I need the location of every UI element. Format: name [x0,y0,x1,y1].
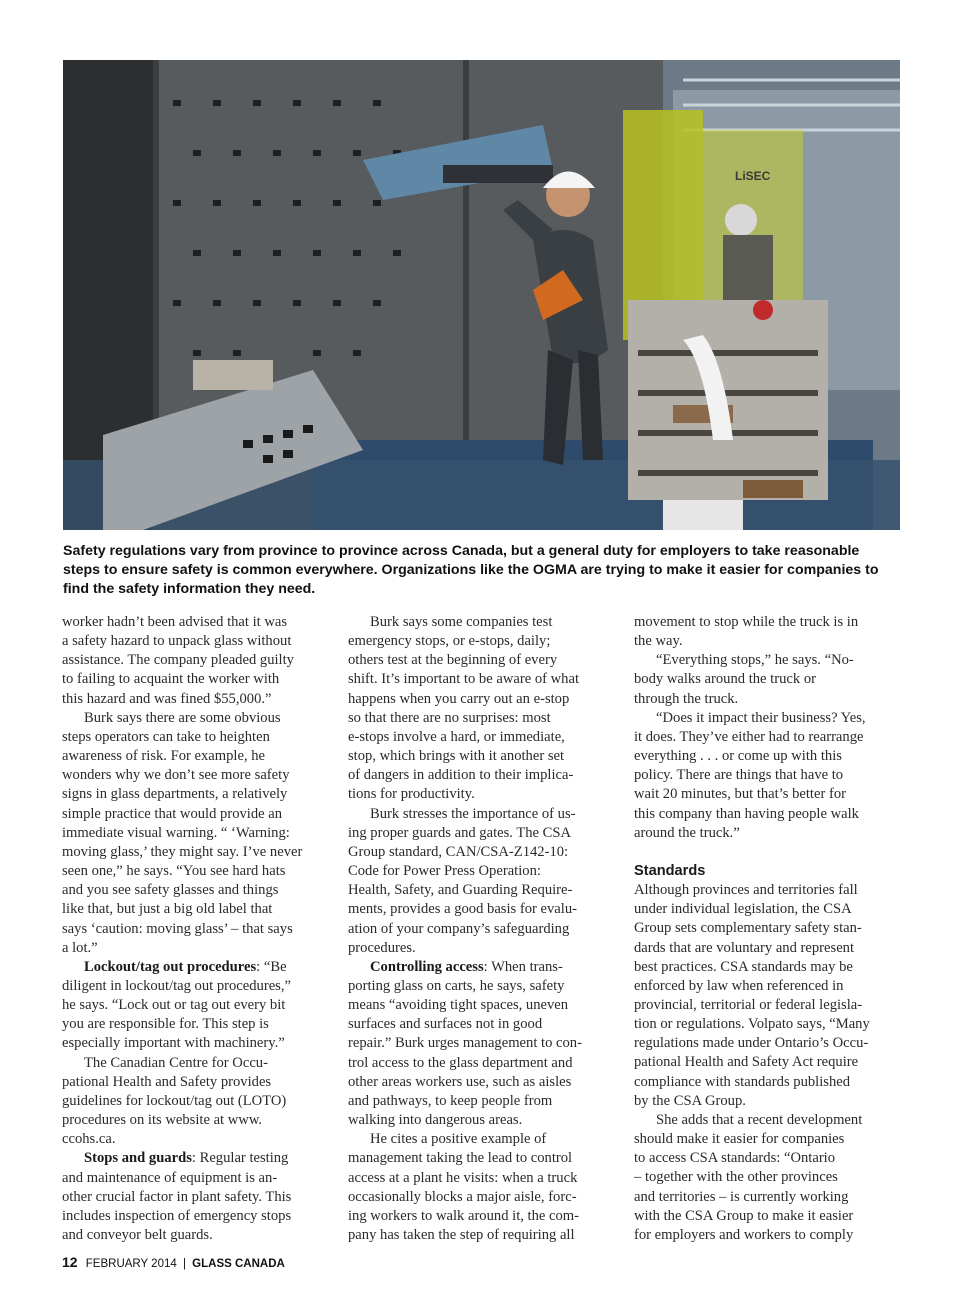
paragraph [62,1054,332,1150]
text-line: tions for productivity. [348,786,475,803]
text-line: regulations made under Ontario’s Occu- [634,1035,869,1052]
paragraph [62,613,332,709]
text-line: tion or regulations. Volpato says, “Many [634,1016,870,1033]
article-photo [63,60,900,530]
paragraph [348,958,618,1130]
paragraph [634,1111,904,1245]
text-line: Group standard, CAN/CSA-Z142-10: [348,843,569,860]
text-line: says ‘caution: moving glass’ – that says [62,920,293,937]
text-line: policy. There are things that have to [634,767,844,784]
text-line: porting glass on carts, he says, safety [348,977,565,994]
text-line: should make it easier for companies [634,1131,845,1148]
text-line: Burk says some companies test [370,614,553,630]
text-line: “Everything stops,” he says. “No- [656,652,854,669]
text-line: management taking the lead to control [348,1150,573,1167]
text-line: surfaces and surfaces not in good [348,1016,543,1033]
text-line: the way. [634,633,683,650]
paragraph [348,805,618,958]
text-line: trol access to the glass department and [348,1054,573,1071]
text-line: means “avoiding tight spaces, uneven [348,997,569,1014]
paragraph [634,613,904,651]
text-line: other areas workers use, such as aisles [348,1073,572,1090]
text-line: and pathways, to keep people from [348,1092,553,1109]
paragraph [634,651,904,708]
text-line: He cites a positive example of [370,1131,547,1148]
text-line: immediate visual warning. “ ‘Warning: [62,824,290,841]
page-footer [62,1254,285,1270]
text-line: Although provinces and territories fall [634,882,858,899]
text-line: Burk says there are some obvious [84,709,281,726]
text-column-3 [634,613,904,1245]
run-in-heading: Stops and guards [84,1150,192,1167]
paragraph [62,1149,332,1245]
text-line: diligent in lockout/tag out procedures,” [62,977,291,994]
text-line: a safety hazard to unpack glass without [62,633,292,650]
text-line: happens when you carry out an e-stop [348,690,570,707]
text-run: : When trans- [483,958,563,975]
section-heading-standards: Standards [634,862,706,879]
text-line: pany has taken the step of requiring all [348,1227,575,1243]
text-line: best practices. CSA standards may be [634,958,853,975]
text-line [62,958,332,977]
text-line: under individual legislation, the CSA [634,901,852,918]
text-line: to failing to acquaint the worker with [62,671,280,688]
text-line: of dangers in addition to their implica- [348,767,574,784]
text-line: access at a plant he visits: when a truck [348,1169,578,1186]
page-number: 12 [62,1254,78,1270]
run-in-heading: Controlling access [370,958,484,975]
text-line: wait 20 minutes, but that’s better for [634,786,846,803]
text-line: and maintenance of equipment is an- [62,1169,278,1186]
text-line: moving glass,’ they might say. I’ve never [62,843,303,860]
text-line: everything . . . or come up with this [634,748,842,765]
text-line: steps operators can take to heighten [62,728,270,745]
text-line: awareness of risk. For example, he [62,748,266,765]
text-line: provincial, territorial or federal legisla- [634,996,863,1013]
text-line: it does. They’ve either had to rearrange [634,728,864,745]
text-line: wonders why we don’t see more safety [62,767,290,784]
text-line: others test at the beginning of every [348,652,558,669]
text-run: : Regular testing [191,1150,289,1167]
text-line: and you see safety glasses and things [62,882,279,899]
text-line: especially important with machinery.” [62,1035,285,1052]
text-line: dards that are voluntary and represent [634,939,855,956]
text-line: e-stops involve a hard, or immediate, [348,728,565,745]
text-line: stop, which brings with it another set [348,748,565,765]
text-line: procedures on its website at www. [62,1112,263,1129]
text-line: emergency stops, or e-stops, daily; [348,633,551,650]
paragraph [348,1130,618,1245]
text-line: ments, provides a good basis for evalu- [348,901,577,918]
text-line: and conveyor belt guards. [62,1227,213,1243]
paragraph [634,881,904,1111]
text-line: pational Health and Safety provides [62,1073,272,1090]
text-line: occasionally blocks a major aisle, forc- [348,1188,577,1205]
text-line: repair.” Burk urges management to con- [348,1035,582,1052]
text-line: ing workers to walk around it, the com- [348,1207,580,1224]
run-in-heading: Lockout/tag out procedures [84,958,257,975]
text-line [348,958,618,977]
text-line: ation of your company’s safeguarding [348,920,570,937]
text-column-2 [348,613,618,1245]
glass-washing-machine-photo [63,60,900,530]
text-line: with the CSA Group to make it easier [634,1207,854,1224]
text-line: assistance. The company pleaded guilty [62,652,294,669]
text-line: and territories – is currently working [634,1188,849,1205]
text-line: includes inspection of emergency stops [62,1207,292,1224]
text-line: pational Health and Safety Act require [634,1054,859,1071]
paragraph [348,613,618,805]
text-line: Group sets complementary safety stan- [634,920,862,937]
text-line: ccohs.ca. [62,1131,116,1148]
text-line [62,1149,332,1168]
text-line: a lot.” [62,939,98,956]
text-line: Health, Safety, and Guarding Require- [348,882,573,899]
text-line: simple practice that would provide an [62,805,283,822]
text-line: procedures. [348,939,416,956]
text-line: by the CSA Group. [634,1092,746,1109]
text-line: this company than having people walk [634,805,859,822]
text-line: you are responsible for. This step is [62,1016,269,1033]
text-line: The Canadian Centre for Occu- [84,1054,268,1071]
issue-date: FEBRUARY 2014 [85,1258,177,1270]
paragraph [62,709,332,958]
magazine-name: GLASS CANADA [192,1258,285,1270]
text-column-1 [62,613,332,1245]
footer-separator: | [182,1258,186,1270]
text-line: he says. “Lock out or tag out every bit [62,997,286,1014]
text-line: other crucial factor in plant safety. This [62,1188,292,1205]
text-line: Code for Power Press Operation: [348,863,541,880]
text-line: ing proper guards and gates. The CSA [348,824,572,841]
text-line: walking into dangerous areas. [348,1112,523,1129]
text-line: body walks around the truck or [634,671,816,688]
text-line: “Does it impact their business? Yes, [656,709,866,726]
text-line: around the truck.” [634,824,740,841]
text-line: She adds that a recent development [656,1111,863,1128]
text-line: guidelines for lockout/tag out (LOTO) [62,1092,287,1109]
machine-brand-label: LiSEC [735,169,771,183]
text-line: so that there are no surprises: most [348,709,551,726]
paragraph [62,958,332,1054]
text-line: signs in glass departments, a relatively [62,786,288,803]
text-line: compliance with standards published [634,1073,851,1090]
text-line: for employers and workers to comply [634,1226,854,1243]
text-line: Burk stresses the importance of us- [370,805,576,822]
text-line: shift. It’s important to be aware of what [348,671,580,688]
text-run: : “Be [256,958,287,975]
text-line: – together with the other provinces [634,1169,838,1186]
paragraph [634,709,904,843]
text-line: this hazard and was fined $55,000.” [62,690,272,707]
photo-caption: Safety regulations vary from province to province across Canada, but a general duty for employers to take reasonable steps to ensure safety is common everywhere. Organizations like the OGMA are trying to make it easier for companies to find the safety information they need. [63,543,879,597]
text-line: like that, but just a big old label that [62,901,273,918]
text-line: to access CSA standards: “Ontario [634,1150,836,1167]
text-line: seen one,” he says. “You see hard hats [62,863,286,880]
text-line: through the truck. [634,690,739,707]
text-line: enforced by law when referenced in [634,977,844,994]
text-line: movement to stop while the truck is in [634,614,859,630]
text-line: worker hadn’t been advised that it was [62,614,288,630]
